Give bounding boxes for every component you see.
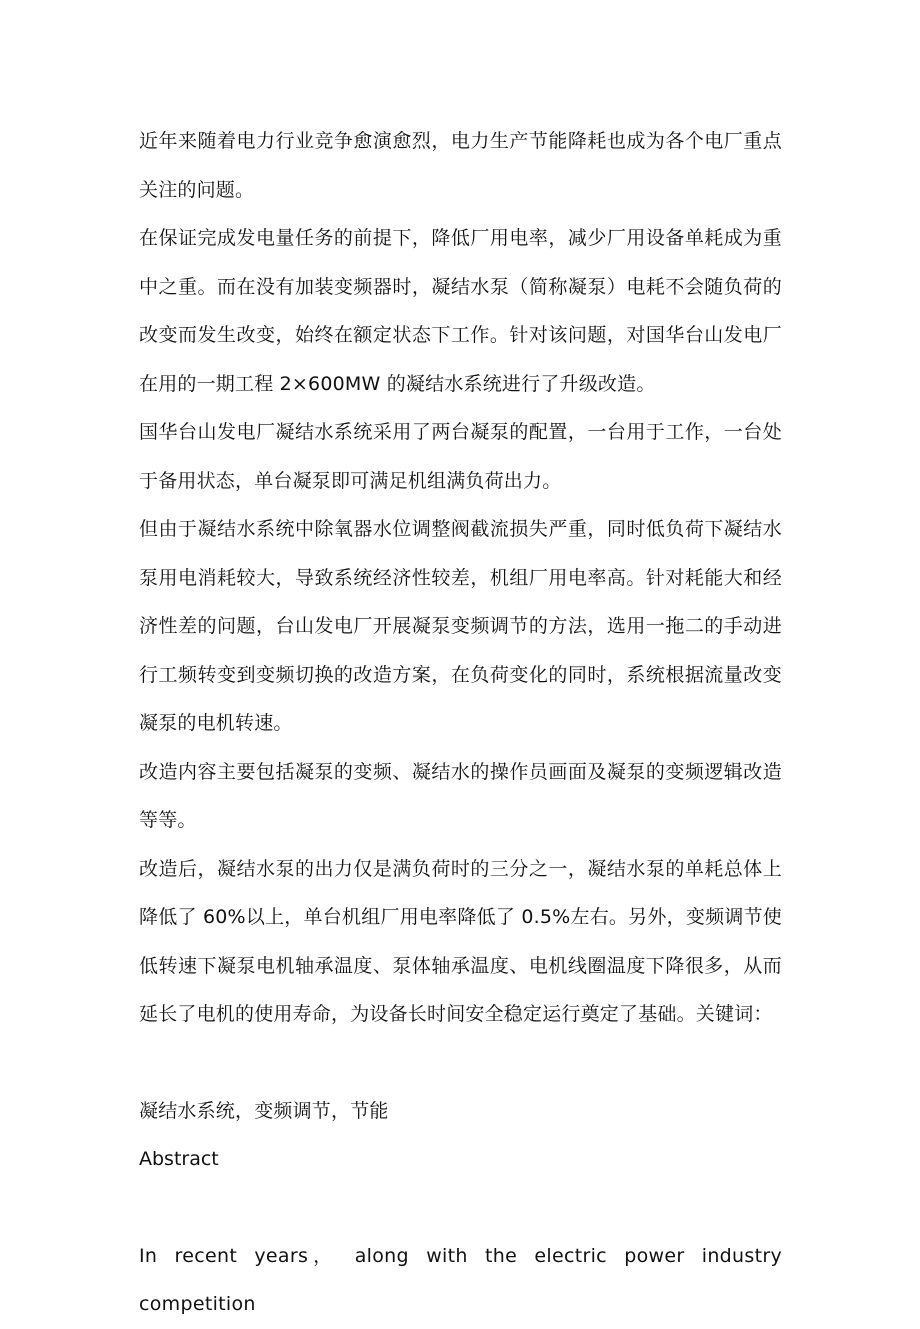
paragraph-background: 在保证完成发电量任务的前提下，降低厂用电率，减少厂用设备单耗成为重中之重。而在没有加装变频器时，凝结水泵（简称凝泵）电耗不会随负荷的改变而发生改变，始终在额定状态下工作。针对该问题，对国华台山发电厂在用的一期工程 2×600MW 的凝结水系统进行了升级改造。 — [139, 227, 782, 395]
abstract-heading: Abstract — [139, 1148, 219, 1170]
keywords-line: 凝结水系统，变频调节，节能 — [139, 1099, 389, 1122]
paragraph-scope: 改造内容主要包括凝泵的变频、凝结水的操作员画面及凝泵的变频逻辑改造等等。 — [139, 760, 782, 831]
abstract-paragraph: In recent years， along with the electric power industry competition — [139, 1244, 782, 1315]
paragraph-configuration: 国华台山发电厂凝结水系统采用了两台凝泵的配置，一台用于工作，一台处于备用状态，单台凝泵即可满足机组满负荷出力。 — [139, 421, 782, 492]
paragraph-problem-solution: 但由于凝结水系统中除氧器水位调整阀截流损失严重，同时低负荷下凝结水泵用电消耗较大，导致系统经济性较差，机组厂用电率高。针对耗能大和经济性差的问题，台山发电厂开展凝泵变频调节的方法，选用一拖二的手动进行工频转变到变频切换的改造方案，在负荷变化的同时，系统根据流量改变凝泵的电机转速。 — [139, 518, 782, 734]
paragraph-results: 改造后，凝结水泵的出力仅是满负荷时的三分之一，凝结水泵的单耗总体上降低了 60%以上，单台机组厂用电率降低了 0.5%左右。另外，变频调节使低转速下凝泵电机轴承温度、泵体轴承温度、电机线圈温度下降很多，从而延长了电机的使用寿命，为设备长时间安全稳定运行奠定了基础。关键词： — [139, 857, 782, 1025]
spacer — [139, 1184, 782, 1232]
paragraph-intro: 近年来随着电力行业竞争愈演愈烈，电力生产节能降耗也成为各个电厂重点关注的问题。 — [139, 130, 782, 201]
spacer — [139, 1039, 782, 1087]
document-body — [139, 117, 782, 1329]
